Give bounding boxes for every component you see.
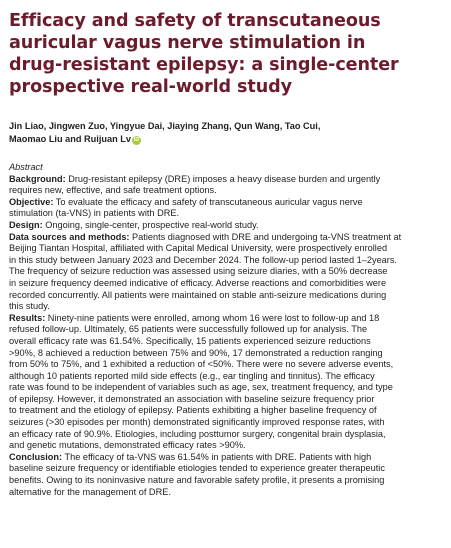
section-line: although 10 patients reported mild side effects (e.g., ear tingling and tinnitus). The efficacy (9, 370, 375, 381)
author-line (9, 133, 443, 146)
article-title (9, 10, 443, 98)
section-text: The efficacy of ta-VNS was 61.54% in patients with DRE. Patients with high (62, 451, 372, 462)
author-line: Jin Liao, Jingwen Zuo, Yingyue Dai, Jiaying Zhang, Qun Wang, Tao Cui, (9, 121, 321, 131)
title-line: prospective real-world study (9, 77, 293, 97)
section-line: seizures (>30 episodes per month) demonstrated significantly improved response rates, with (9, 417, 385, 428)
section-line (9, 452, 443, 464)
title-line: Efficacy and safety of transcutaneous (9, 11, 381, 31)
section-text: To evaluate the efficacy and safety of transcutaneous auricular vagus nerve (53, 196, 363, 207)
section-line (9, 174, 443, 186)
section-label: Results: (9, 312, 46, 323)
section-line: benefits. Owing to its noninvasive nature and favorable safety profile, it presents a promising (9, 475, 385, 486)
abstract-conclusion (9, 452, 443, 498)
section-line: in seizure frequency deemed indicative of efficacy. Adverse reactions and comorbidities were (9, 277, 387, 288)
section-line: from 50% to 75%, and 1 exhibited a reduction of <50%. There were no severe adverse events, (9, 359, 394, 370)
section-line: overall efficacy rate was 61.54%. Specifically, 15 patients experienced seizure reductions (9, 335, 371, 346)
title-line: drug-resistant epilepsy: a single-center (9, 55, 399, 75)
section-text: Ninety-nine patients were enrolled, among whom 16 were lost to follow-up and 18 (45, 312, 380, 323)
section-line: to treatment and the etiology of epilepsy. Patients exhibiting a higher baseline frequency of (9, 405, 377, 416)
section-line: of epilepsy. However, it demonstrated an association with baseline seizure frequency prior (9, 393, 375, 404)
section-label: Background: (9, 173, 66, 184)
author-list (9, 120, 443, 146)
abstract-background (9, 174, 443, 197)
section-text: Patients diagnosed with DRE and undergoing ta-VNS treatment at (129, 231, 402, 242)
section-line: baseline seizure frequency or identifiable etiologies tended to experience greater therapeutic (9, 463, 385, 474)
section-label: Conclusion: (9, 451, 63, 462)
article-page (9, 10, 443, 498)
abstract-objective (9, 197, 443, 220)
section-label: Data sources and methods: (9, 231, 130, 242)
abstract-results (9, 313, 443, 452)
section-line (9, 232, 443, 244)
section-label: Design: (9, 219, 43, 230)
abstract-heading: Abstract (9, 162, 43, 172)
section-line: requires new, effective, and safe treatment options. (9, 185, 217, 196)
section-text: Drug-resistant epilepsy (DRE) imposes a heavy disease burden and urgently (65, 173, 381, 184)
section-line: recorded concurrently. All patients were maintained on stable anti-seizure medications during (9, 289, 387, 300)
section-line: Beijing Tiantan Hospital, affiliated with Capital Medical University, were prospectively enrolled (9, 243, 388, 254)
section-line: rate was found to be independent of variables such as age, sex, treatment frequency, and type (9, 382, 393, 393)
author-line-text: Maomao Liu and Ruijuan Lv (9, 134, 131, 144)
section-line: and genetic mutations, demonstrated efficacy rates >90%. (9, 440, 246, 451)
section-line (9, 313, 443, 325)
section-line: alternative for the management of DRE. (9, 486, 171, 497)
orcid-icon[interactable]: iD (133, 137, 140, 143)
title-line: auricular vagus nerve stimulation in (9, 33, 366, 53)
section-line (9, 197, 443, 209)
section-line: an efficacy rate of 90.9%. Etiologies, including posttumor surgery, congenital brain dysplasia, (9, 428, 386, 439)
section-line: refused follow-up. Ultimately, 65 patients were successfully followed up for analysis. The (9, 324, 368, 335)
section-line: stimulation (ta-VNS) in patients with DRE. (9, 208, 180, 219)
section-label: Objective: (9, 196, 54, 207)
section-line: The frequency of seizure reduction was assessed using seizure diaries, with a 50% decrease (9, 266, 388, 277)
abstract-methods (9, 232, 443, 313)
section-line: >90%, 8 achieved a reduction between 75% and 90%, 17 demonstrated a reduction ranging (9, 347, 383, 358)
section-text: Ongoing, single-center, prospective real-world study. (42, 219, 259, 230)
section-line: this study. (9, 301, 50, 312)
section-line: in this study between January 2023 and December 2024. The follow-up period lasted 1–2years. (9, 254, 397, 265)
abstract-design (9, 220, 443, 232)
section-line (9, 220, 443, 232)
